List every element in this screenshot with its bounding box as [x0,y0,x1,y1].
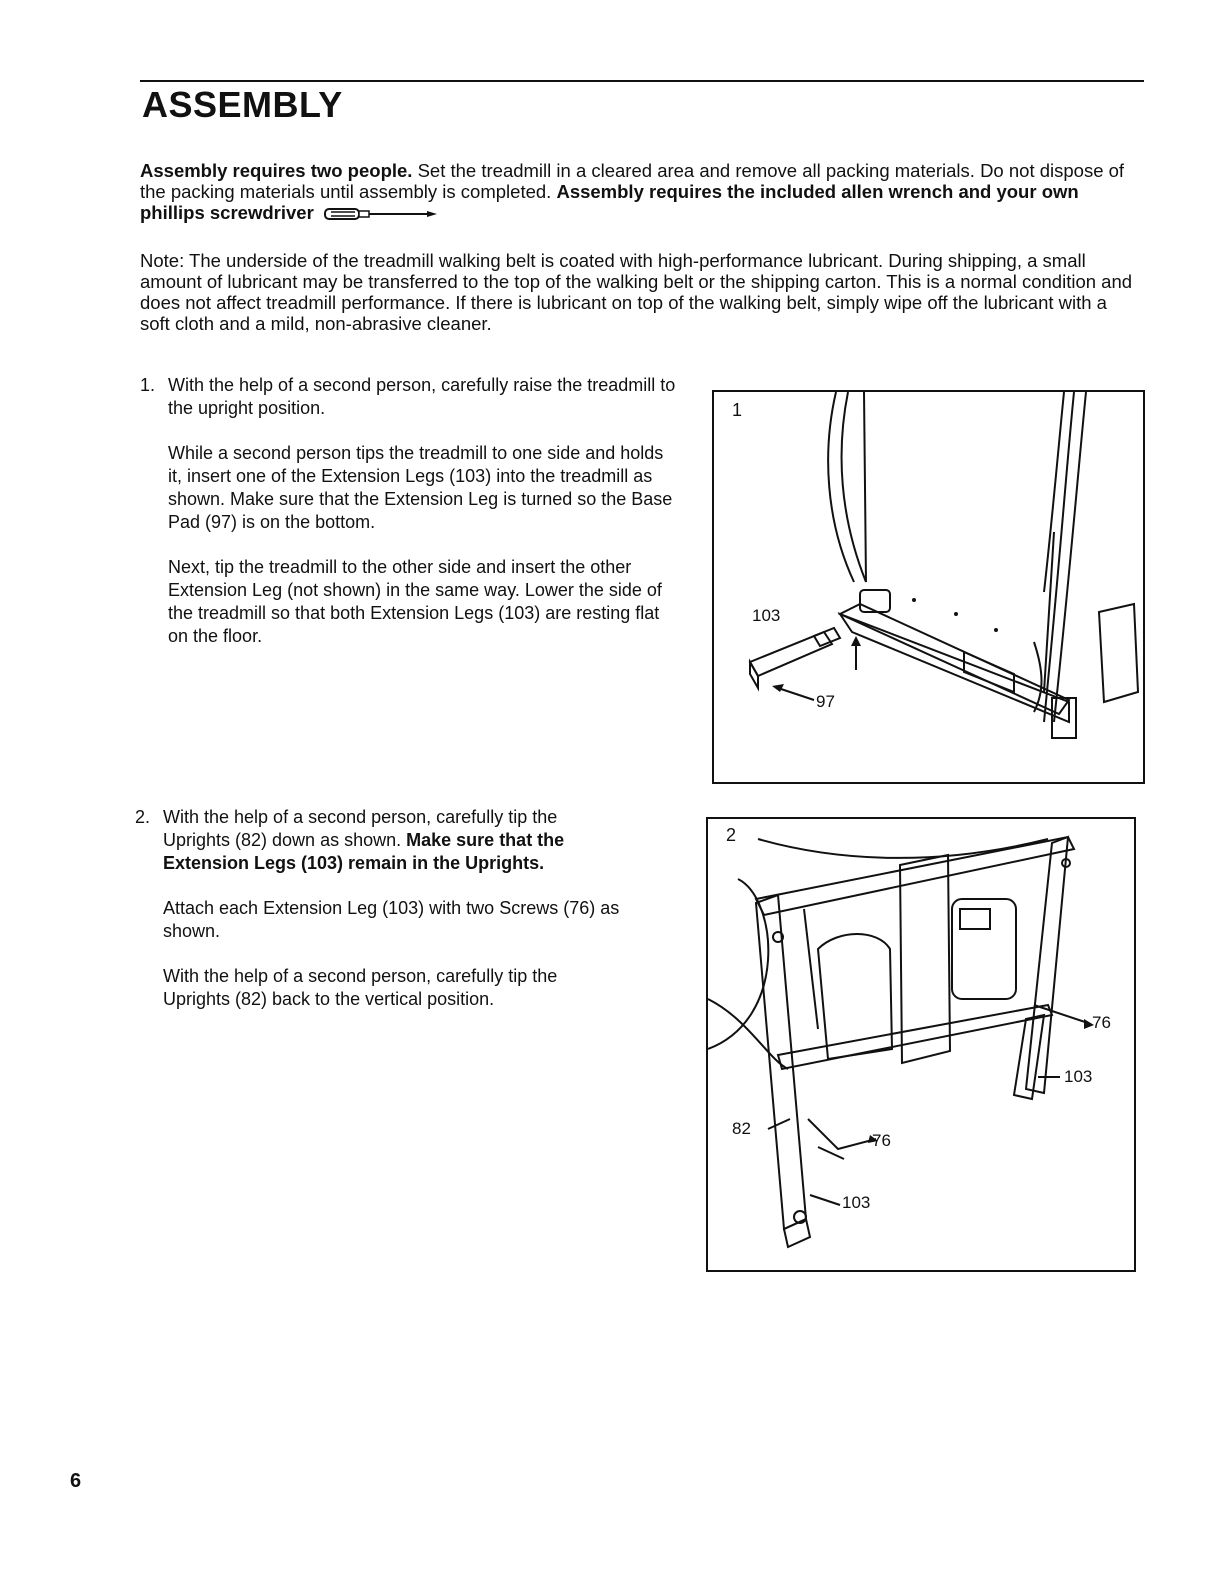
step-2-text: With the help of a second person, carefully tip the Uprights (82) down as shown. [163,807,558,850]
page-number: 6 [70,1470,82,1492]
callout-screw: 76 [1092,1013,1111,1032]
step-1-paragraph: While a second person tips the treadmill to one side and holds it, insert one of the Extension Legs (103) into the treadmill as shown. Make sure that the Extension Leg is turned so the Base Pad (97) is on the bottom. [168,443,673,532]
step-1-paragraph: Next, tip the treadmill to the other side and insert the other Extension Leg (not shown) in the same way. Lower the side of the treadmill so that both Extension Legs (103) are resting flat on the floor. [168,557,662,646]
step-1-paragraph: With the help of a second person, carefully raise the treadmill to the upright position. [168,375,676,418]
figure-number: 2 [726,825,737,845]
figure-2-illustration [708,819,1134,1270]
intro-paragraph [140,160,1140,223]
callout-extension-leg: 103 [752,606,781,625]
step-2-paragraph: Attach each Extension Leg (103) with two Screws (76) as shown. [163,898,620,941]
screwdriver-icon [323,207,443,221]
header-rule [140,80,1144,82]
lubricant-note: Note: The underside of the treadmill walking belt is coated with high-performance lubricant. During shipping, a small amount of lubricant may be transferred to the top of the walking belt or the shipping carton. This is a normal condition and does not affect treadmill performance. If there is lubricant on top of the walking belt, simply wipe off the lubricant with a soft cloth and a mild, non-abrasive cleaner. [140,250,1133,334]
figure-1 [712,390,1145,784]
figure-1-illustration [714,392,1143,782]
step-2-paragraph: With the help of a second person, carefully tip the Uprights (82) back to the vertical position. [163,966,558,1009]
figure-number: 1 [732,400,743,420]
step-number: 2. [135,807,151,827]
callout-screw: 76 [872,1131,891,1150]
step-2 [135,806,625,1033]
figure-2 [706,817,1136,1272]
step-2-paragraph [163,806,625,875]
callout-base-pad: 97 [816,692,835,711]
intro-tools: Assembly requires the included allen wrench and your own phillips screwdriver [140,181,1079,223]
callout-extension-leg: 103 [842,1193,871,1212]
page-title: ASSEMBLY [142,84,343,125]
callout-extension-leg: 103 [1064,1067,1093,1086]
intro-bold-lead: Assembly requires two people. [140,160,413,181]
callout-upright: 82 [732,1119,751,1138]
intro-text: Set the treadmill in a cleared area and remove all packing materials. Do not dispose of the packing materials until assembly is completed. [140,160,1125,202]
step-2-warning: Make sure that the Extension Legs (103) remain in the Uprights. [163,830,565,873]
step-1 [140,374,680,670]
step-number: 1. [140,375,156,395]
